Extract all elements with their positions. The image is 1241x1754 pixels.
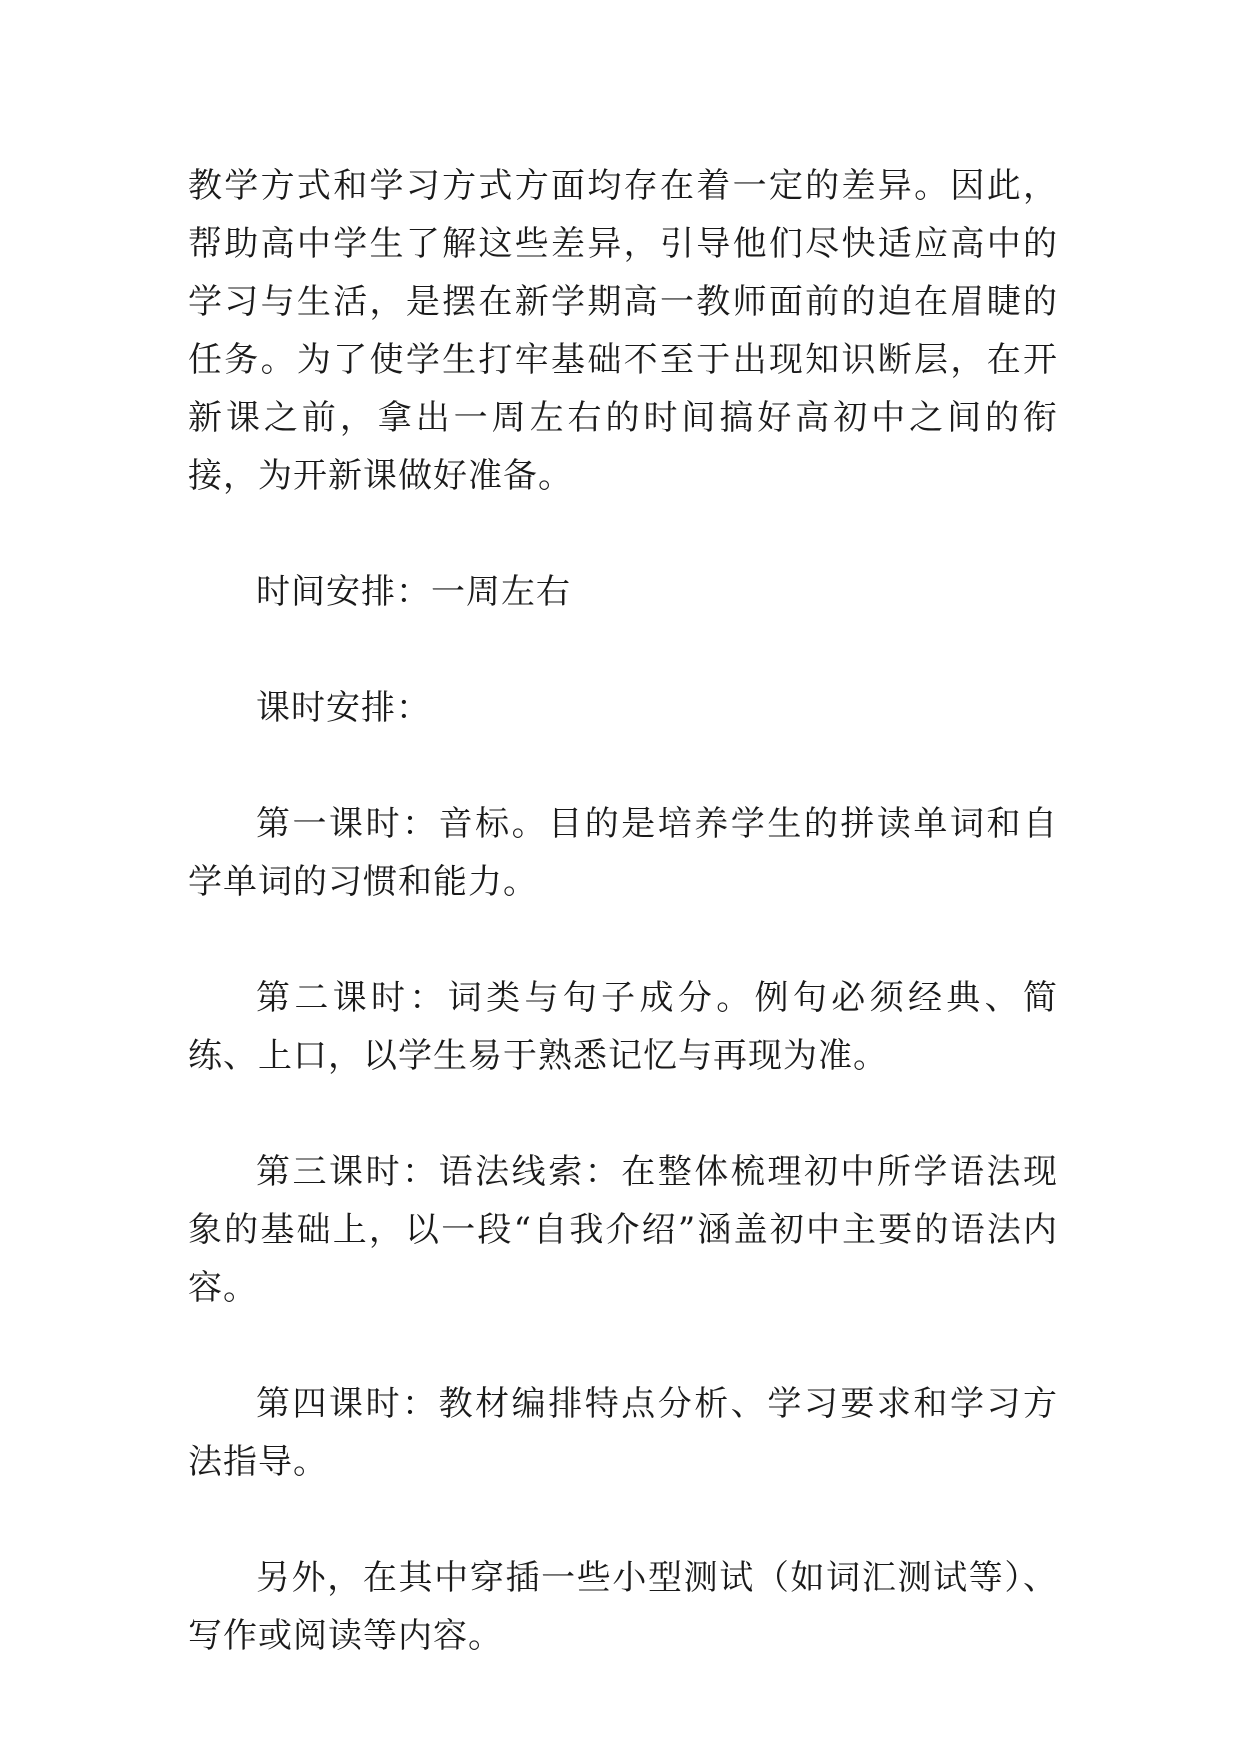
paragraph-lesson-4: 第四课时：教材编排特点分析、学习要求和学习方法指导。 bbox=[188, 1384, 1058, 1482]
paragraph-gap bbox=[188, 1085, 1058, 1143]
paragraph-gap bbox=[188, 505, 1058, 563]
paragraph-lesson-1: 第一课时：音标。目的是培养学生的拼读单词和自学单词的习惯和能力。 bbox=[188, 804, 1058, 902]
paragraph-time-arrangement: 时间安排：一周左右 bbox=[256, 572, 571, 612]
paragraph-gap bbox=[188, 1317, 1058, 1375]
paragraph-intro-continuation: 教学方式和学习方式方面均存在着一定的差异。因此，帮助高中学生了解这些差异，引导他们尽快适应高中的学习与生活，是摆在新学期高一教师面前的迫在眉睫的任务。为了使学生打牢基础不至于出现知识断层，在开新课之前，拿出一周左右的时间搞好高初中之间的衔接，为开新课做好准备。 bbox=[188, 166, 1058, 496]
document-body bbox=[188, 157, 1058, 1665]
paragraph-gap bbox=[188, 1491, 1058, 1549]
paragraph-lesson-arrangement: 课时安排： bbox=[256, 688, 431, 728]
paragraph-lesson-2: 第二课时：词类与句子成分。例句必须经典、简练、上口，以学生易于熟悉记忆与再现为准。 bbox=[188, 978, 1058, 1076]
paragraph-additional: 另外，在其中穿插一些小型测试（如词汇测试等）、写作或阅读等内容。 bbox=[188, 1558, 1058, 1656]
paragraph-gap bbox=[188, 911, 1058, 969]
paragraph-gap bbox=[188, 621, 1058, 679]
paragraph-gap bbox=[188, 737, 1058, 795]
paragraph-lesson-3: 第三课时：语法线索：在整体梳理初中所学语法现象的基础上，以一段“自我介绍”涵盖初中主要的语法内容。 bbox=[188, 1152, 1058, 1308]
